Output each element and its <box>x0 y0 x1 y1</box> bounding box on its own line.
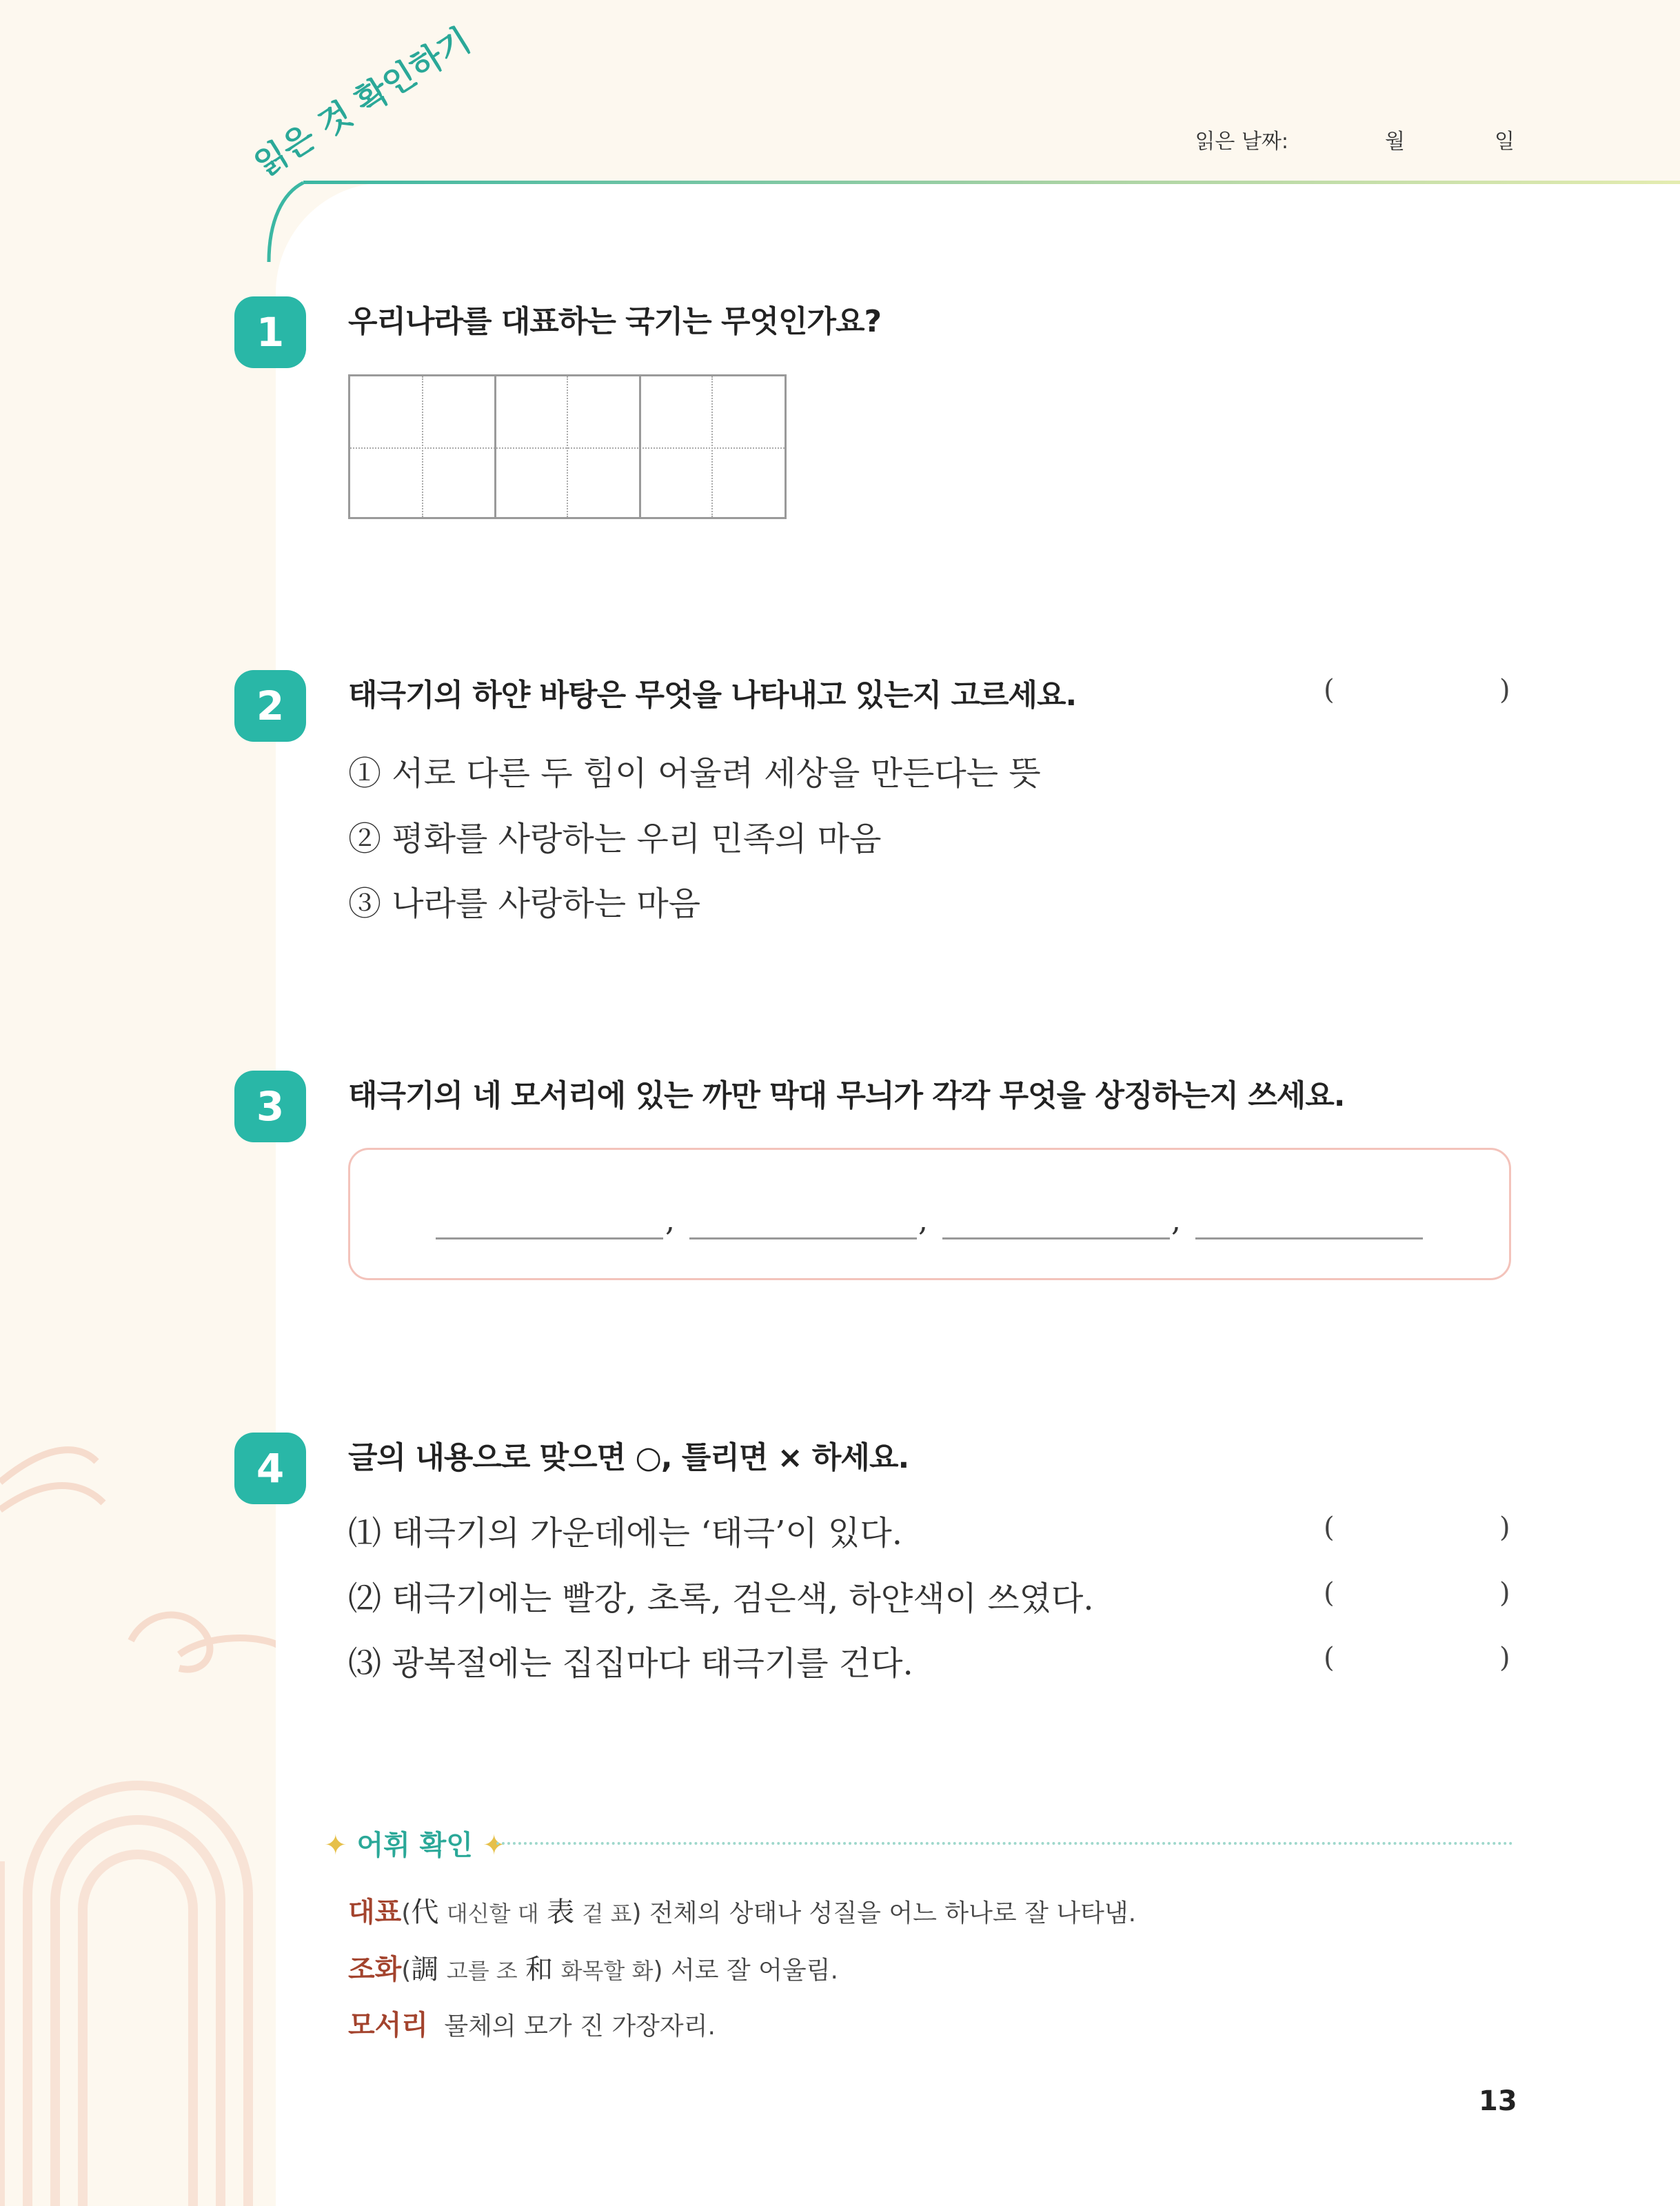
vocab-item <box>348 2003 716 2043</box>
section-title-text: 읽은 것 확인하기 <box>247 21 478 185</box>
grid-divider <box>422 376 423 517</box>
vocab-meaning: 서로 잘 어울림. <box>670 1956 838 1985</box>
vocab-heading-text: 어휘 확인 <box>356 1830 473 1861</box>
question-text: 우리나라를 대표하는 국기는 무엇인가요? <box>348 304 882 339</box>
hanja-char: 和 <box>525 1954 554 1985</box>
answer-paren-close[interactable]: ) <box>1499 1512 1510 1544</box>
paren-open: ( <box>401 1956 412 1985</box>
question-number-badge: 2 <box>234 670 306 742</box>
hanja-gloss: 겉 표 <box>582 1901 632 1927</box>
vocab-term: 대표 <box>348 1896 402 1928</box>
answer-blank-1[interactable] <box>436 1237 663 1239</box>
paren-close: ) <box>631 1899 642 1927</box>
question-text: 글의 내용으로 맞으면 ○, 틀리면 × 하세요. <box>348 1440 909 1475</box>
answer-paren-close[interactable]: ) <box>1499 674 1510 706</box>
vocab-meaning: 전체의 상태나 성질을 어느 하나로 잘 나타냄. <box>649 1899 1137 1927</box>
date-label: 읽은 날짜: <box>1195 130 1289 154</box>
answer-blank-3[interactable] <box>942 1237 1170 1239</box>
vocab-divider <box>496 1842 1513 1845</box>
hanja-char: 表 <box>547 1896 575 1928</box>
hanja-gloss: 고를 조 <box>446 1958 518 1984</box>
question-text: 태극기의 네 모서리에 있는 까만 막대 무늬가 각각 무엇을 상징하는지 쓰세요. <box>348 1078 1345 1113</box>
comma-separator: , <box>918 1203 928 1238</box>
question-number-badge: 4 <box>234 1433 306 1504</box>
sparkle-icon: ✦ <box>324 1830 347 1861</box>
month-label: 월 <box>1385 130 1406 154</box>
vocab-term: 모서리 <box>348 2010 428 2041</box>
answer-writing-grid[interactable] <box>348 374 787 519</box>
option-1[interactable]: ① 서로 다른 두 힘이 어울려 세상을 만든다는 뜻 <box>348 754 1041 793</box>
comma-separator: , <box>665 1203 675 1238</box>
grid-divider <box>639 376 641 517</box>
answer-paren-open[interactable]: ( <box>1324 674 1335 706</box>
question-number-badge: 3 <box>234 1071 306 1142</box>
answer-paren-open[interactable]: ( <box>1324 1577 1335 1609</box>
question-number-badge: 1 <box>234 296 306 368</box>
statement-3: ⑶ 광복절에는 집집마다 태극기를 건다. <box>348 1644 913 1683</box>
answer-box <box>348 1148 1511 1280</box>
paren-close: ) <box>653 1956 663 1985</box>
reading-date <box>1195 124 1515 154</box>
answer-paren-open[interactable]: ( <box>1324 1512 1335 1544</box>
answer-paren-open[interactable]: ( <box>1324 1642 1335 1674</box>
paren-open: ( <box>401 1899 412 1927</box>
question-text: 태극기의 하얀 바탕은 무엇을 나타내고 있는지 고르세요. <box>348 678 1077 713</box>
answer-paren-close[interactable]: ) <box>1499 1577 1510 1609</box>
statement-1: ⑴ 태극기의 가운데에는 ‘태극’이 있다. <box>348 1514 902 1552</box>
hanja-char: 代 <box>411 1896 439 1928</box>
section-title <box>247 21 510 227</box>
hanja-gloss: 대신할 대 <box>446 1901 539 1927</box>
comma-separator: , <box>1171 1203 1181 1238</box>
grid-divider <box>494 376 496 517</box>
vocab-meaning: 물체의 모가 진 가장자리. <box>444 2012 716 2041</box>
answer-blank-4[interactable] <box>1195 1237 1423 1239</box>
answer-paren-close[interactable]: ) <box>1499 1642 1510 1674</box>
option-2[interactable]: ② 평화를 사랑하는 우리 민족의 마음 <box>348 820 882 858</box>
option-3[interactable]: ③ 나라를 사랑하는 마음 <box>348 884 701 923</box>
answer-blank-2[interactable] <box>689 1237 917 1239</box>
page-number: 13 <box>1479 2085 1517 2117</box>
vocab-term: 조화 <box>348 1954 402 1985</box>
statement-2: ⑵ 태극기에는 빨강, 초록, 검은색, 하얀색이 쓰였다. <box>348 1579 1094 1618</box>
vocab-item <box>348 1890 1136 1930</box>
hanja-gloss: 화목할 화 <box>560 1958 654 1984</box>
day-label: 일 <box>1495 130 1515 154</box>
vocab-item <box>348 1947 838 1987</box>
grid-divider <box>711 376 713 517</box>
vocab-heading <box>324 1823 505 1863</box>
sparkle-icon: ✦ <box>482 1830 506 1861</box>
hanja-char: 調 <box>411 1954 439 1985</box>
grid-divider <box>567 376 568 517</box>
